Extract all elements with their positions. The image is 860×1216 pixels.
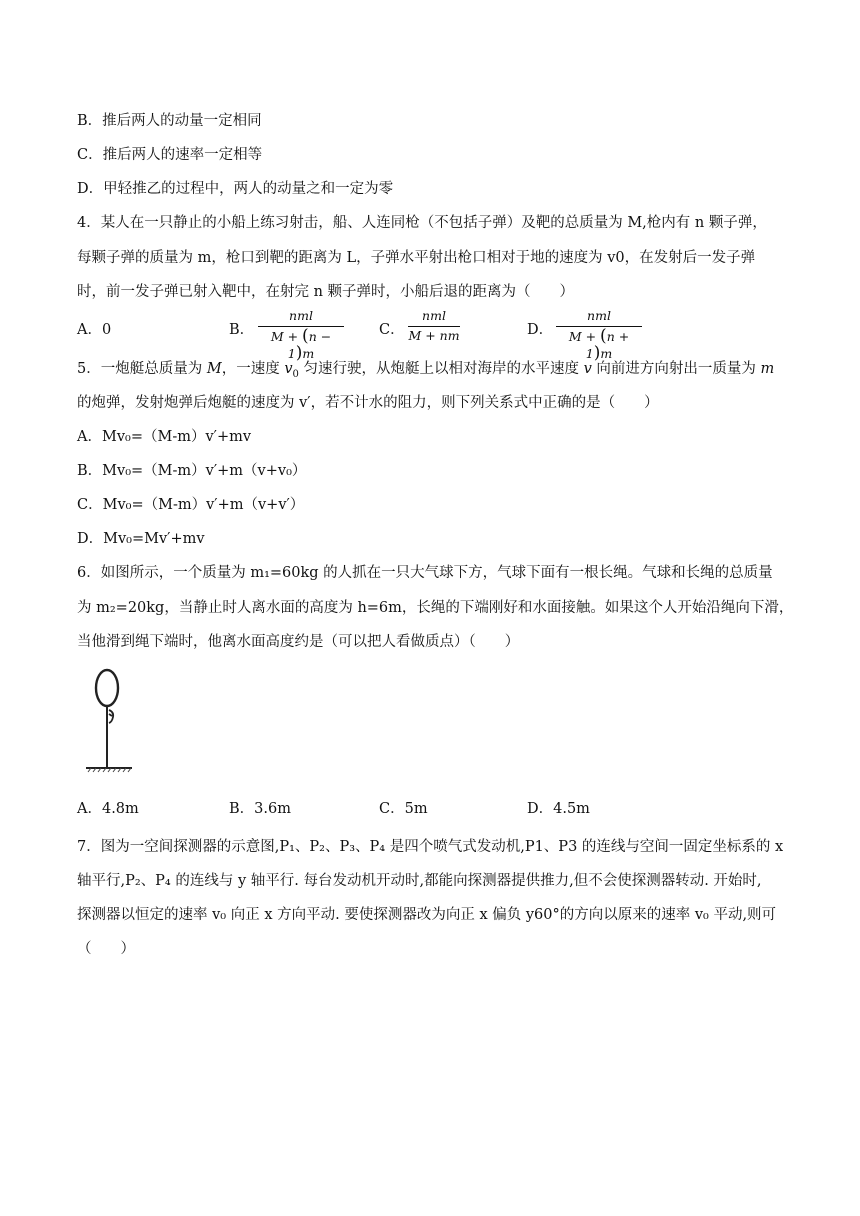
q6-stem-line3: 当他滑到绳下端时，他离水面高度约是（可以把人看做质点）（ ） (77, 634, 520, 650)
q5-stem-line2: 的炮弹，发射炮弹后炮艇的速度为 v′，若不计水的阻力，则下列关系式中正确的是（ ） (77, 395, 659, 411)
q5-stem-line1: 5．一炮艇总质量为 M，一速度 $v_0$ 匀速行驶，从炮艇上以相对海岸的水平速度 v 向前进方向射出一质量为 m (77, 361, 775, 380)
q7-stem-line1: 7．图为一空间探测器的示意图,P₁、P₂、P₃、P₄ 是四个喷气式发动机,P1、P3 的连线与空间一固定坐标系的 x (77, 839, 784, 855)
q3-option-b: B．推后两人的动量一定相同 (77, 113, 262, 129)
q4-stem-line1: 4．某人在一只静止的小船上练习射击，船、人连同枪（不包括子弹）及靶的总质量为 M,枪内有 n 颗子弹， (77, 215, 767, 231)
q5-option-d: D．Mv₀=Mv′+mv (77, 531, 205, 547)
q6-option-a: A．4.8m (77, 801, 139, 817)
q5-option-b: B．Mv₀=（M-m）v′+m（v+v₀） (77, 463, 307, 479)
q6-option-d: D．4.5m (527, 801, 590, 817)
q5-option-a: A．Mv₀=（M-m）v′+mv (77, 429, 252, 445)
q7-stem-line3: 探测器以恒定的速率 v₀ 向正 x 方向平动. 要使探测器改为向正 x 偏负 y60°的方向以原来的速率 v₀ 平动,则可 (77, 907, 777, 923)
q4-option-d-label: D． (527, 322, 554, 338)
q6-stem-line2: 为 m₂=20kg，当静止时人离水面的高度为 h=6m，长绳的下端刚好和水面接触。如果这个人开始沿绳向下滑， (77, 600, 794, 616)
q4-option-a: A．0 (77, 322, 112, 338)
q7-stem-line4: （ ） (77, 941, 135, 957)
q3-option-d: D．甲轻推乙的过程中，两人的动量之和一定为零 (77, 181, 394, 197)
fraction-numerator: nml (587, 308, 611, 323)
q6-option-b: B．3.6m (229, 801, 291, 817)
q5-option-c: C．Mv₀=（M-m）v′+m（v+v′） (77, 497, 305, 513)
q4-stem-line2: 每颗子弹的质量为 m，枪口到靶的距离为 L，子弹水平射出枪口相对于地的速度为 v0，在发射后一发子弹 (77, 250, 756, 266)
q6-stem-line1: 6．如图所示，一个质量为 m₁=60kg 的人抓在一只大气球下方，气球下面有一根长绳。气球和长绳的总质量 (77, 565, 773, 581)
balloon-icon (96, 670, 118, 706)
q4-option-d-fraction (556, 308, 642, 362)
fraction-denominator: M + (n − 1)m (270, 326, 332, 363)
q4-stem-line3: 时，前一发子弹已射入靶中，在射完 n 颗子弹时，小船后退的距离为（ ） (77, 284, 575, 300)
fraction-numerator: nml (289, 308, 313, 323)
q4-option-b-label: B． (229, 322, 255, 338)
q4-option-c-fraction (408, 308, 460, 344)
q4-option-c-label: C． (379, 322, 405, 338)
q3-option-c: C．推后两人的速率一定相等 (77, 147, 263, 163)
fraction-denominator: M + nm (408, 328, 460, 343)
q7-stem-line2: 轴平行,P₂、P₄ 的连线与 y 轴平行. 每台发动机开动时,都能向探测器提供推力,但不会使探测器转动. 开始时, (77, 873, 762, 889)
balloon-rope-figure (80, 664, 140, 780)
q4-option-b-fraction (258, 308, 344, 362)
fraction-denominator: M + (n + 1)m (568, 326, 630, 363)
fraction-numerator: nml (422, 308, 446, 323)
person-icon (109, 710, 113, 723)
q6-option-c: C．5m (379, 801, 428, 817)
